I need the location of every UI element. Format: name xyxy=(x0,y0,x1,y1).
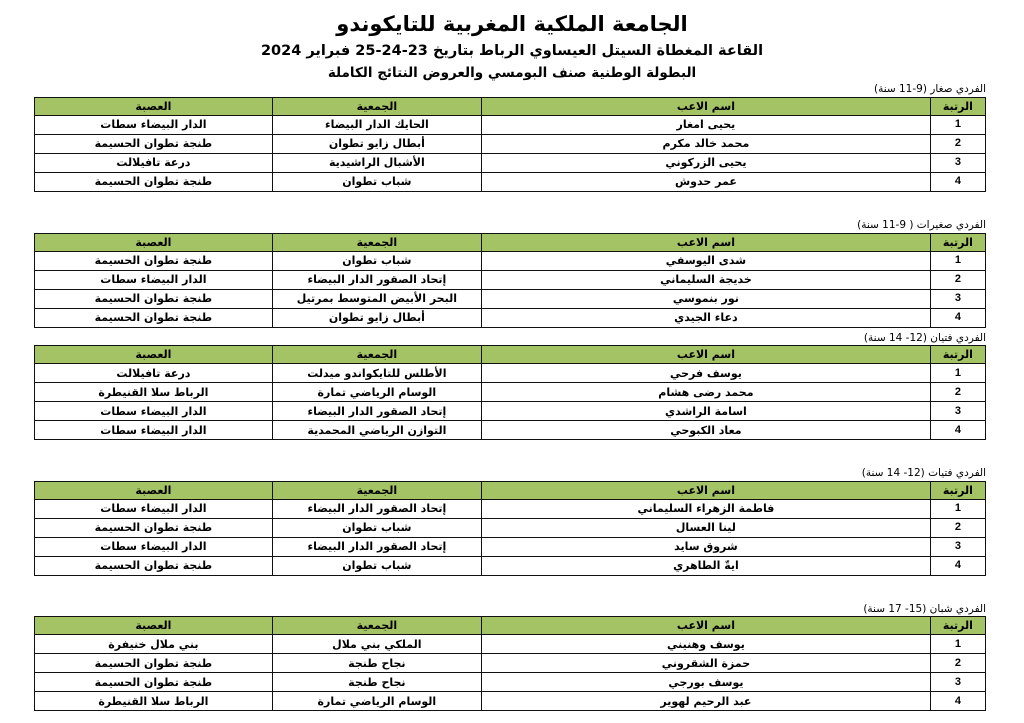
column-header-club: الجمعية xyxy=(272,233,481,251)
league-cell: الدار البيضاء سطات xyxy=(35,115,273,134)
rank-cell: 3 xyxy=(930,537,985,556)
category-label: الفردي صغار (9-11 سنة) xyxy=(873,83,986,96)
column-header-club: الجمعية xyxy=(272,481,481,499)
player-name-cell: يوسف بورجي xyxy=(481,673,930,692)
category-label: الفردي شبان (15- 17 سنة) xyxy=(863,602,986,615)
league-cell: طنجة تطوان الحسيمة xyxy=(35,654,273,673)
league-cell: الدار البيضاء سطات xyxy=(35,499,273,518)
column-header-rank: الرتبة xyxy=(930,617,985,635)
league-cell: الرباط سلا القنيطرة xyxy=(35,692,273,711)
player-name-cell: يحيى امغار xyxy=(481,115,930,134)
table-container xyxy=(0,481,1024,576)
table-container xyxy=(0,345,1024,440)
rank-cell: 3 xyxy=(930,289,985,308)
player-name-cell: يوسف وهنيني xyxy=(481,635,930,654)
venue-date-subtitle: القاعة المغطاة السيتل العيساوي الرباط بتاريخ 23-24-25 فبراير 2024 xyxy=(260,43,764,60)
column-header-player: اسم الاعب xyxy=(481,346,930,364)
column-header-player: اسم الاعب xyxy=(481,481,930,499)
player-name-cell: معاد الكبوحي xyxy=(481,421,930,440)
table-row xyxy=(35,518,986,537)
club-cell: نجاح طنجة xyxy=(272,673,481,692)
results-table xyxy=(34,233,986,328)
club-cell: شباب تطوان xyxy=(272,172,481,191)
league-cell: الدار البيضاء سطات xyxy=(35,270,273,289)
league-cell: الدار البيضاء سطات xyxy=(35,402,273,421)
table-row xyxy=(35,364,986,383)
results-section xyxy=(0,603,1024,712)
category-label: الفردي فتيات (12- 14 سنة) xyxy=(861,467,986,480)
results-section xyxy=(0,467,1024,576)
league-cell: درعة تافيلالت xyxy=(35,364,273,383)
results-section xyxy=(0,219,1024,328)
player-name-cell: فاطمة الزهراء السليماني xyxy=(481,499,930,518)
club-cell: إتحاد الصقور الدار البيضاء xyxy=(272,537,481,556)
club-cell: شباب تطوان xyxy=(272,251,481,270)
table-row xyxy=(35,134,986,153)
rank-cell: 1 xyxy=(930,115,985,134)
club-cell: الأشبال الراشيدية xyxy=(272,153,481,172)
player-name-cell: نور بنموسي xyxy=(481,289,930,308)
column-header-player: اسم الاعب xyxy=(481,617,930,635)
table-header-row xyxy=(35,346,986,364)
rank-cell: 4 xyxy=(930,172,985,191)
club-cell: البحر الأبيض المتوسط بمرتيل xyxy=(272,289,481,308)
table-container xyxy=(0,233,1024,328)
rank-cell: 4 xyxy=(930,421,985,440)
table-row xyxy=(35,635,986,654)
championship-subtitle: البطولة الوطنية صنف البومسي والعروض النتائج الكاملة xyxy=(327,65,697,82)
player-name-cell: حمزة الشقروني xyxy=(481,654,930,673)
results-table xyxy=(34,616,986,711)
club-cell: أبطال زايو تطوان xyxy=(272,134,481,153)
table-row xyxy=(35,308,986,327)
column-header-league: العصبة xyxy=(35,346,273,364)
league-cell: الدار البيضاء سطات xyxy=(35,537,273,556)
table-row xyxy=(35,270,986,289)
club-cell: أبطال زايو تطوان xyxy=(272,308,481,327)
player-name-cell: عبد الرحيم لهوير xyxy=(481,692,930,711)
results-sections xyxy=(0,83,1024,711)
league-cell: درعة تافيلالت xyxy=(35,153,273,172)
rank-cell: 3 xyxy=(930,402,985,421)
table-row xyxy=(35,251,986,270)
column-header-club: الجمعية xyxy=(272,346,481,364)
rank-cell: 3 xyxy=(930,673,985,692)
club-cell: إتحاد الصقور الدار البيضاء xyxy=(272,402,481,421)
column-header-club: الجمعية xyxy=(272,97,481,115)
league-cell: طنجة تطوان الحسيمة xyxy=(35,172,273,191)
table-row xyxy=(35,153,986,172)
player-name-cell: محمد خالد مكرم xyxy=(481,134,930,153)
league-cell: طنجة تطوان الحسيمة xyxy=(35,134,273,153)
table-header-row xyxy=(35,481,986,499)
page-title: الجامعة الملكية المغربية للتايكوندو xyxy=(336,12,688,36)
player-name-cell: ايةّ الطاهري xyxy=(481,556,930,575)
league-cell: بني ملال خنيفرة xyxy=(35,635,273,654)
column-header-rank: الرتبة xyxy=(930,346,985,364)
rank-cell: 1 xyxy=(930,364,985,383)
table-row xyxy=(35,402,986,421)
player-name-cell: يوسف فرحي xyxy=(481,364,930,383)
table-row xyxy=(35,692,986,711)
rank-cell: 2 xyxy=(930,654,985,673)
league-cell: طنجة تطوان الحسيمة xyxy=(35,673,273,692)
table-header-row xyxy=(35,233,986,251)
rank-cell: 2 xyxy=(930,134,985,153)
table-row xyxy=(35,172,986,191)
section-spacer xyxy=(0,576,1024,603)
document-header xyxy=(0,0,1024,83)
table-row xyxy=(35,115,986,134)
column-header-player: اسم الاعب xyxy=(481,97,930,115)
player-name-cell: دعاء الجيدي xyxy=(481,308,930,327)
rank-cell: 1 xyxy=(930,499,985,518)
section-spacer xyxy=(0,440,1024,467)
results-table xyxy=(34,345,986,440)
player-name-cell: شروق سايد xyxy=(481,537,930,556)
category-label: الفردي فتيان (12- 14 سنة) xyxy=(863,331,986,344)
league-cell: طنجة تطوان الحسيمة xyxy=(35,289,273,308)
club-cell: إتحاد الصقور الدار البيضاء xyxy=(272,499,481,518)
club-cell: التوازن الرياضي المحمدية xyxy=(272,421,481,440)
player-name-cell: شدى اليوسفي xyxy=(481,251,930,270)
column-header-league: العصبة xyxy=(35,233,273,251)
club-cell: شباب تطوان xyxy=(272,518,481,537)
rank-cell: 2 xyxy=(930,270,985,289)
table-row xyxy=(35,383,986,402)
player-name-cell: يحيى الزركوني xyxy=(481,153,930,172)
category-label: الفردي صغيرات ( 9-11 سنة) xyxy=(857,218,986,231)
column-header-rank: الرتبة xyxy=(930,481,985,499)
table-row xyxy=(35,289,986,308)
club-cell: إتحاد الصقور الدار البيضاء xyxy=(272,270,481,289)
club-cell: نجاح طنجة xyxy=(272,654,481,673)
rank-cell: 4 xyxy=(930,692,985,711)
column-header-league: العصبة xyxy=(35,481,273,499)
table-row xyxy=(35,499,986,518)
club-cell: الوسام الرياضي تمارة xyxy=(272,383,481,402)
player-name-cell: عمر حدوش xyxy=(481,172,930,191)
table-row xyxy=(35,654,986,673)
table-container xyxy=(0,616,1024,711)
club-cell: شباب تطوان xyxy=(272,556,481,575)
rank-cell: 2 xyxy=(930,518,985,537)
table-row xyxy=(35,421,986,440)
table-container xyxy=(0,97,1024,192)
club-cell: الأطلس للتايكواندو ميدلت xyxy=(272,364,481,383)
table-header-row xyxy=(35,97,986,115)
results-table xyxy=(34,481,986,576)
table-row xyxy=(35,537,986,556)
column-header-rank: الرتبة xyxy=(930,97,985,115)
player-name-cell: لينا العسال xyxy=(481,518,930,537)
rank-cell: 1 xyxy=(930,635,985,654)
player-name-cell: محمد رضى هشام xyxy=(481,383,930,402)
player-name-cell: اسامة الراشدي xyxy=(481,402,930,421)
rank-cell: 4 xyxy=(930,556,985,575)
rank-cell: 2 xyxy=(930,383,985,402)
column-header-league: العصبة xyxy=(35,617,273,635)
league-cell: طنجة تطوان الحسيمة xyxy=(35,518,273,537)
table-header-row xyxy=(35,617,986,635)
league-cell: الدار البيضاء سطات xyxy=(35,421,273,440)
rank-cell: 3 xyxy=(930,153,985,172)
table-row xyxy=(35,673,986,692)
column-header-rank: الرتبة xyxy=(930,233,985,251)
column-header-club: الجمعية xyxy=(272,617,481,635)
rank-cell: 1 xyxy=(930,251,985,270)
column-header-player: اسم الاعب xyxy=(481,233,930,251)
rank-cell: 4 xyxy=(930,308,985,327)
player-name-cell: خديجة السليماني xyxy=(481,270,930,289)
league-cell: طنجة تطوان الحسيمة xyxy=(35,308,273,327)
table-row xyxy=(35,556,986,575)
column-header-league: العصبة xyxy=(35,97,273,115)
section-spacer xyxy=(0,192,1024,219)
results-table xyxy=(34,97,986,192)
club-cell: الملكي بني ملال xyxy=(272,635,481,654)
club-cell: الحايك الدار البيضاء xyxy=(272,115,481,134)
league-cell: طنجة تطوان الحسيمة xyxy=(35,251,273,270)
club-cell: الوسام الرياضي تمارة xyxy=(272,692,481,711)
league-cell: الرباط سلا القنيطرة xyxy=(35,383,273,402)
results-section xyxy=(0,83,1024,192)
league-cell: طنجة تطوان الحسيمة xyxy=(35,556,273,575)
results-section xyxy=(0,332,1024,441)
